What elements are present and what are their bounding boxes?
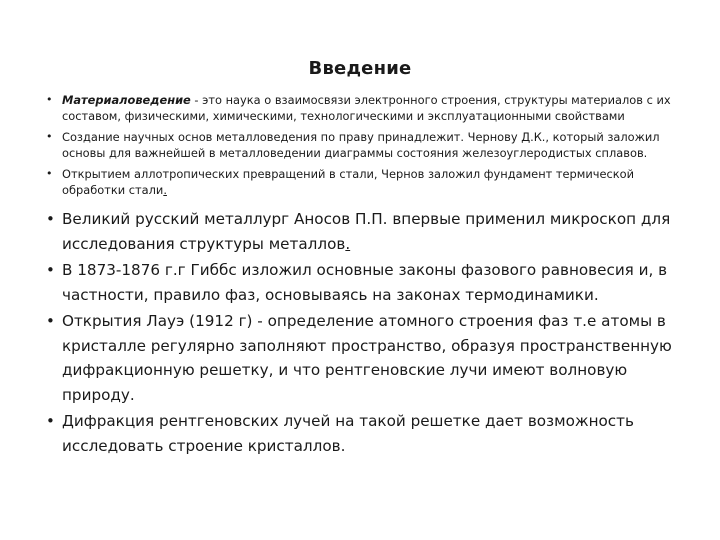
bullet-dot-icon: • xyxy=(46,261,55,280)
bullet-dot-icon: • xyxy=(46,166,53,180)
bullet-dot-icon: • xyxy=(46,93,53,106)
bullet-dot-icon: • xyxy=(46,210,55,229)
bullet-item-chernov-allotropy xyxy=(44,166,684,199)
bullet-item-laue xyxy=(44,309,684,407)
bullet-text: Дифракция рентгеновских лучей на такой решетке дает возможность исследовать строение кристаллов. xyxy=(62,412,634,455)
bullet-list xyxy=(44,92,684,460)
bullet-dot-icon: • xyxy=(46,312,55,331)
bullet-item-xray-diffraction xyxy=(44,409,684,458)
slide-title: Введение xyxy=(308,58,412,79)
bullet-dot-icon: • xyxy=(46,412,55,431)
bullet-text: Создание научных основ металловедения по праву принадлежит. Чернову Д.К., который заложил основы для важнейшей в металловедении диаграммы состояния железоуглеродистых сплавов. xyxy=(62,129,660,161)
bullet-item-anosov xyxy=(44,207,684,256)
bullet-text: - это наука о взаимосвязи электронного строения, структуры материалов с их составом, физическими, химическими, технологическими и эксплуатационными свойствами xyxy=(62,93,671,124)
bullet-text: В 1873-1876 г.г Гиббс изложил основные законы фазового равновесия и, в частности, правило фаз, основываясь на законах термодинамики. xyxy=(62,261,668,304)
bullet-item-gibbs xyxy=(44,258,684,307)
bullet-text: Открытия Лауэ (1912 г) - определение атомного строения фаз т.е атомы в кристалле регулярно заполняют пространство, образуя пространственную дифракционную решетку, и что рентгеновские лучи имеют волновую природу. xyxy=(62,312,672,404)
bullet-text: Великий русский металлург Аносов П.П. впервые применил микроскоп для исследования структуры металлов xyxy=(62,210,671,253)
bullet-text: Открытием аллотропических превращений в стали, Чернов заложил фундамент термической обработки стали xyxy=(62,166,635,198)
bullet-tail: . xyxy=(345,234,351,253)
bullet-term: Материаловедение xyxy=(62,93,191,107)
bullet-dot-icon: • xyxy=(46,129,53,143)
bullet-item-chernov-foundations xyxy=(44,129,684,162)
bullet-tail: . xyxy=(163,183,167,198)
bullet-item-materials-science xyxy=(44,92,684,125)
